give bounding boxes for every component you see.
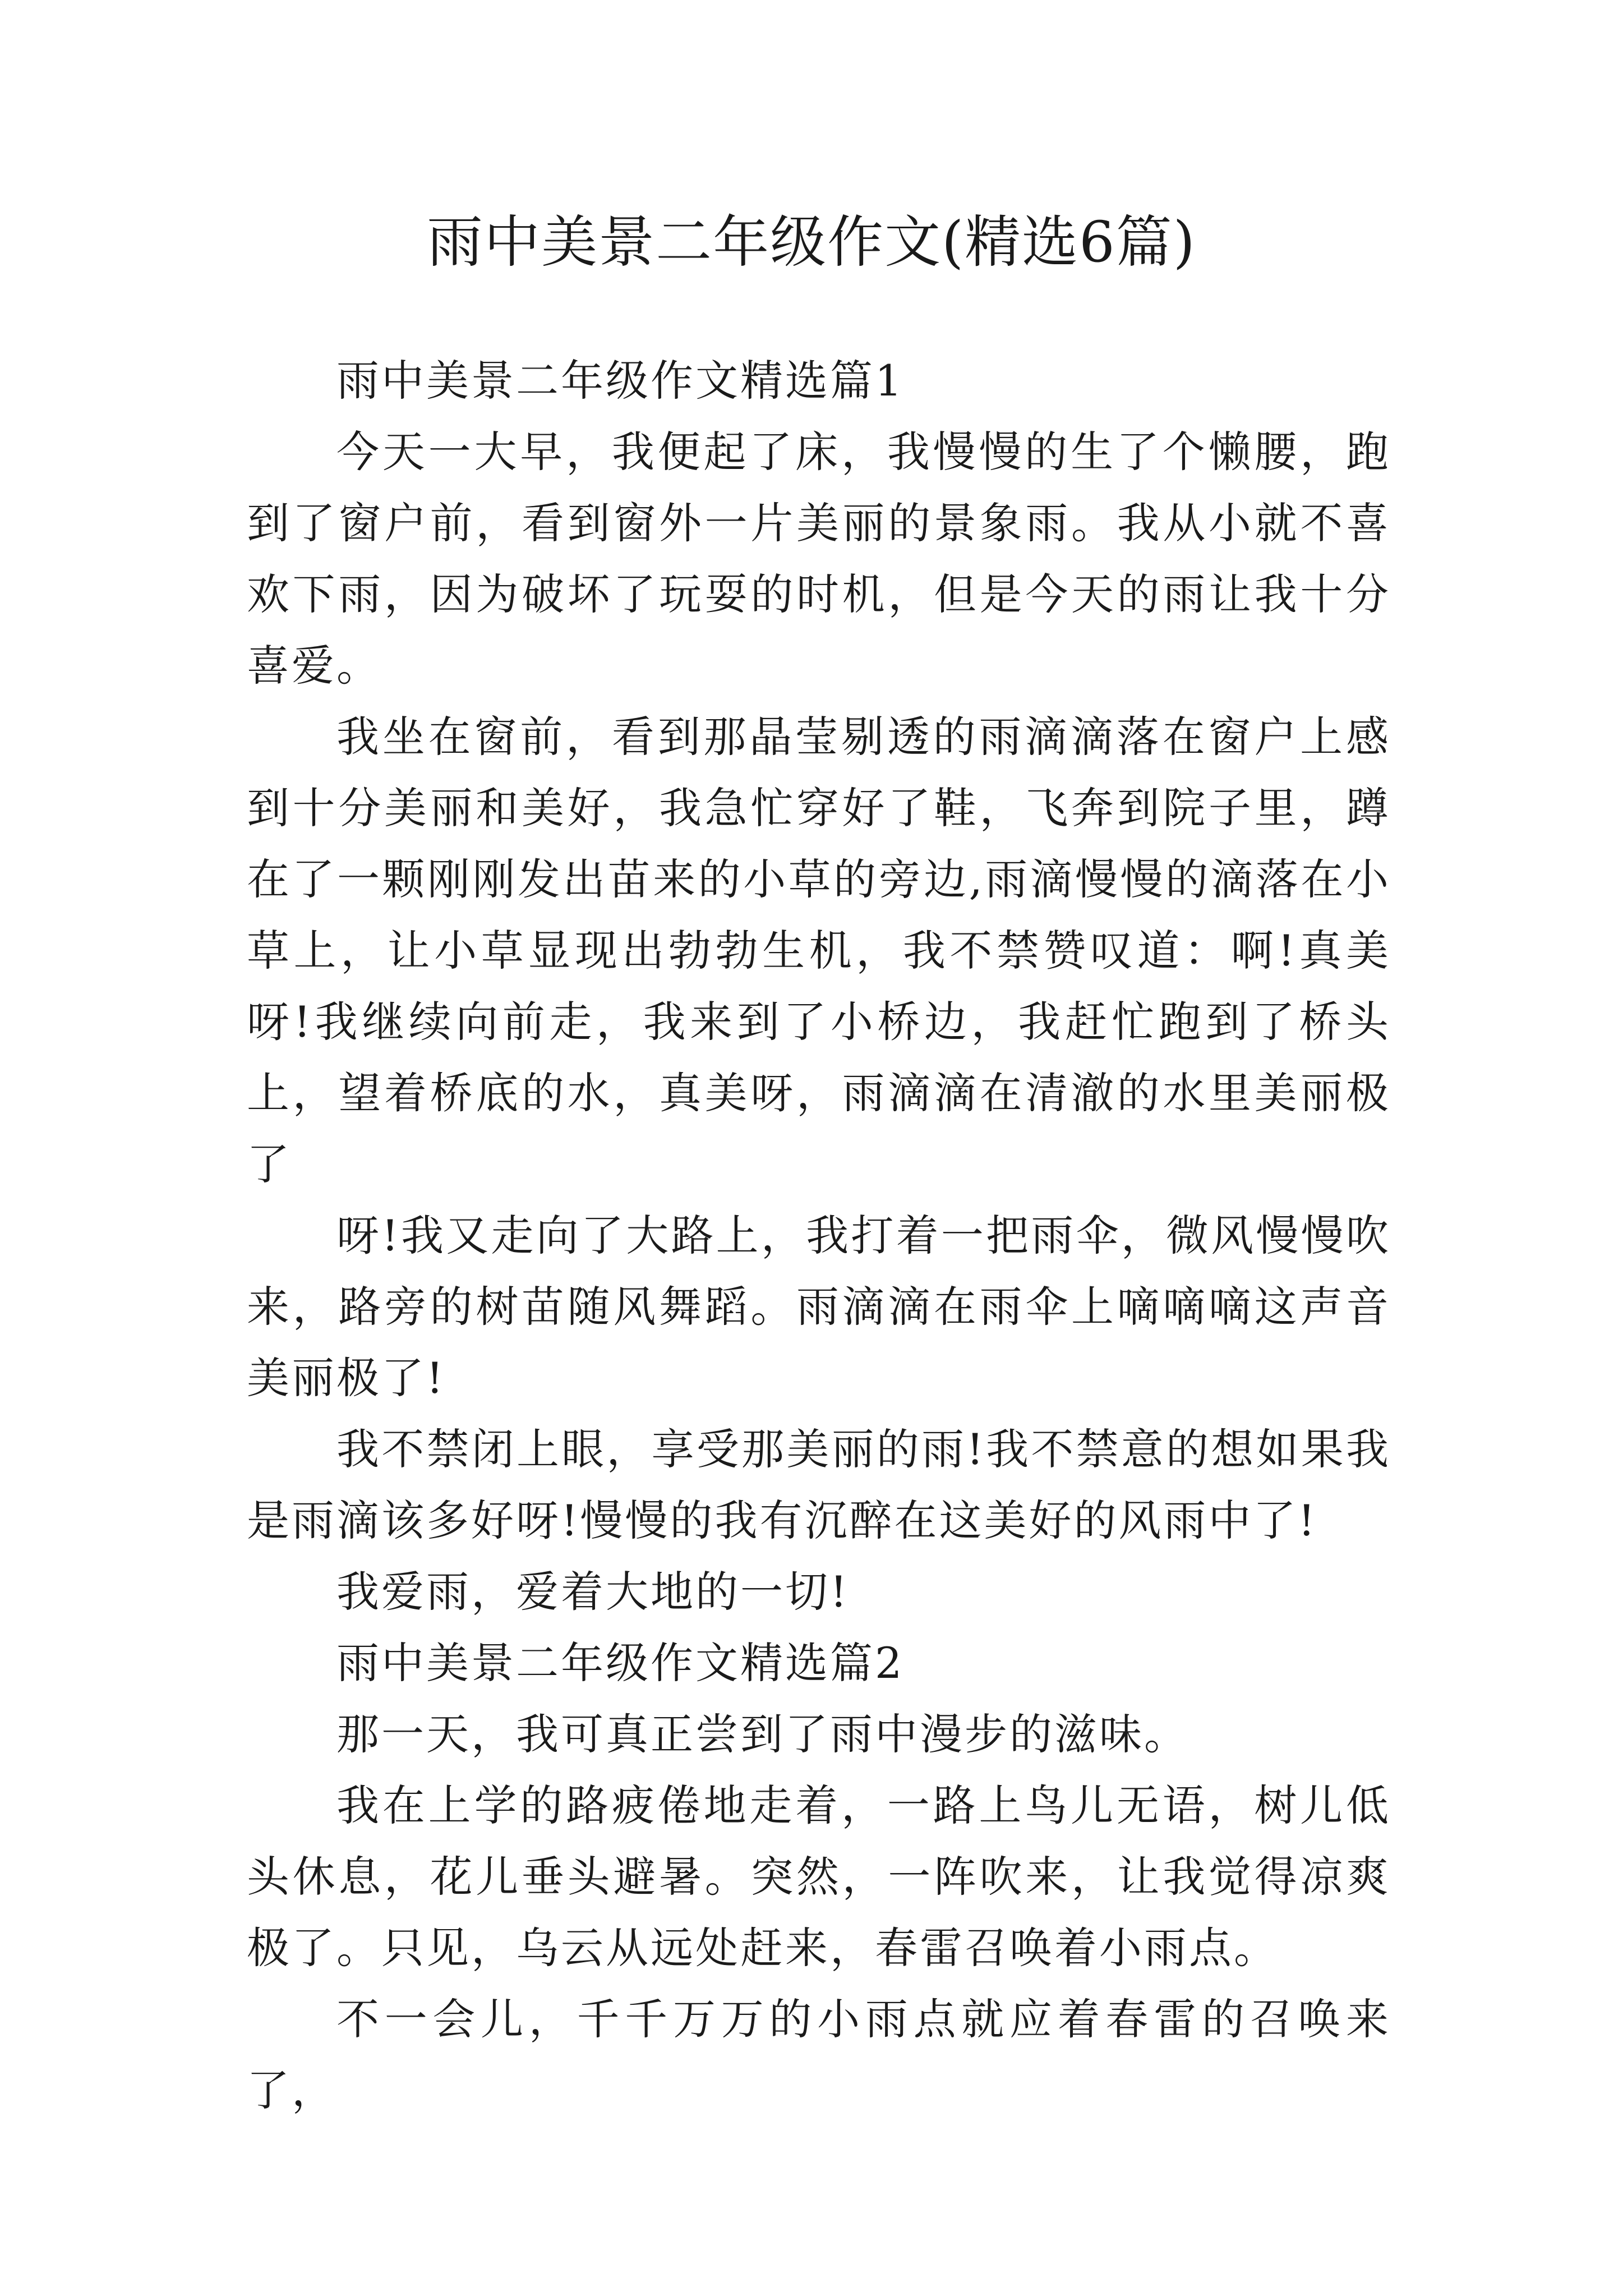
- paragraph: 我在上学的路疲倦地走着，一路上鸟儿无语，树儿低头休息，花儿垂头避暑。突然，一阵吹来，让我觉得凉爽极了。只见，乌云从远处赶来，春雷召唤着小雨点。: [247, 1780, 1391, 1973]
- paragraph: 今天一大早，我便起了床，我慢慢的生了个懒腰，跑到了窗户前，看到窗外一片美丽的景象雨。我从小就不喜欢下雨，因为破坏了玩耍的时机，但是今天的雨让我十分喜爱。: [247, 427, 1391, 691]
- paragraph: 我不禁闭上眼，享受那美丽的雨!我不禁意的想如果我是雨滴该多好呀!慢慢的我有沉醉在这美好的风雨中了!: [247, 1424, 1391, 1545]
- paragraph: 呀!我又走向了大路上，我打着一把雨伞，微风慢慢吹来，路旁的树苗随风舞蹈。雨滴滴在雨伞上嘀嘀嘀这声音美丽极了!: [247, 1211, 1391, 1403]
- paragraph: 我坐在窗前，看到那晶莹剔透的雨滴滴落在窗户上感到十分美丽和美好，我急忙穿好了鞋，飞奔到院子里，蹲在了一颗刚刚发出苗来的小草的旁边,雨滴慢慢的滴落在小草上，让小草显现出勃勃生机，我不禁赞叹道：啊!真美呀!我继续向前走，我来到了小桥边，我赶忙跑到了桥头上，望着桥底的水，真美呀，雨滴滴在清澈的水里美丽极了: [247, 712, 1391, 1189]
- paragraph: 不一会儿，千千万万的小雨点就应着春雷的召唤来了，: [247, 1994, 1391, 2115]
- document-body: [247, 345, 1391, 2126]
- section-heading: 雨中美景二年级作文精选篇1: [336, 356, 905, 406]
- paragraph: 那一天，我可真正尝到了雨中漫步的滋味。: [336, 1709, 1189, 1759]
- section-heading: 雨中美景二年级作文精选篇2: [336, 1638, 905, 1688]
- paragraph: 我爱雨，爱着大地的一切!: [336, 1567, 850, 1617]
- document-title: 雨中美景二年级作文(精选6篇): [427, 209, 1196, 275]
